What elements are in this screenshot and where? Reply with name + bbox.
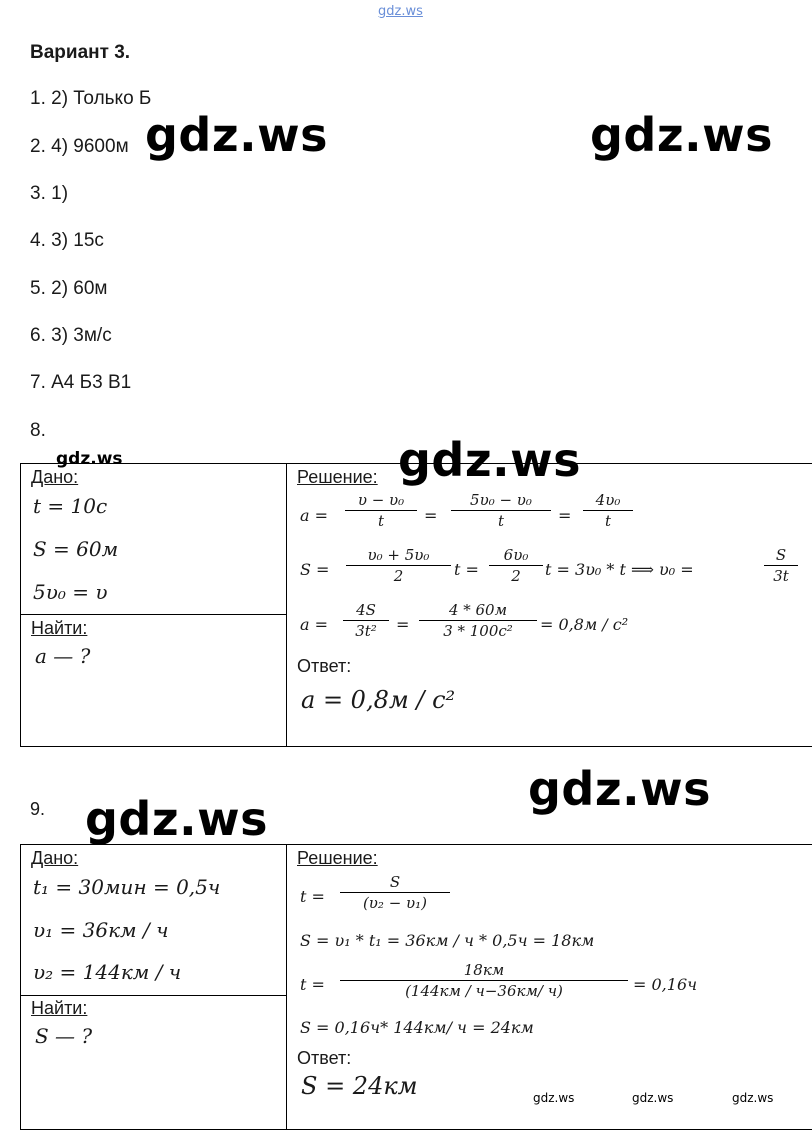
p8-find-header: Найти: bbox=[31, 618, 88, 638]
p8-l1-lhs: a = bbox=[300, 506, 329, 525]
answer-7: 7. А4 Б3 В1 bbox=[30, 372, 132, 393]
p8-l1-eq2: = bbox=[558, 506, 572, 525]
p8-l2-frac1: υ₀ + 5υ₀ 2 bbox=[346, 546, 451, 585]
p9-l3-tail: = 0,16ч bbox=[633, 975, 698, 994]
p9-number: 9. bbox=[30, 799, 46, 819]
watermark-3: gdz.ws bbox=[398, 433, 581, 487]
watermark-4: gdz.ws bbox=[528, 762, 711, 816]
p8-l2-frac3: S 3t bbox=[764, 546, 798, 585]
p8-given-header: Дано: bbox=[31, 467, 79, 487]
p8-l2-frac2: 6υ₀ 2 bbox=[489, 546, 543, 585]
p8-given-3: 5υ₀ = υ bbox=[33, 580, 108, 604]
p8-l1-frac2: 5υ₀ − υ₀ t bbox=[451, 491, 551, 530]
p8-l2-lhs: S = bbox=[300, 560, 330, 579]
p8-find: a — ? bbox=[35, 644, 91, 668]
watermark-5: gdz.ws bbox=[85, 792, 268, 846]
watermark-top[interactable]: gdz.ws bbox=[378, 4, 423, 19]
watermark-small: gdz.ws bbox=[56, 449, 123, 469]
watermark-tiny-1: gdz.ws bbox=[533, 1091, 575, 1105]
p8-l1-frac3: 4υ₀ t bbox=[583, 491, 633, 530]
answer-4: 4. 3) 15с bbox=[30, 230, 104, 251]
answer-3: 3. 1) bbox=[30, 183, 69, 204]
p8-answer-header: Ответ: bbox=[297, 656, 352, 676]
answer-1: 1. 2) Только Б bbox=[30, 88, 152, 109]
p8-l3-lhs: a = bbox=[300, 615, 329, 634]
p8-l2-mid: t = bbox=[454, 560, 479, 579]
p9-answer-header: Ответ: bbox=[297, 1048, 352, 1068]
p9-l3-lhs: t = bbox=[300, 975, 325, 994]
p9-l3-frac: 18км (144км / ч−36км/ ч) bbox=[340, 961, 628, 1000]
p9-answer: S = 24км bbox=[301, 1072, 418, 1100]
p9-given-3: υ₂ = 144км / ч bbox=[33, 960, 182, 984]
p8-answer: a = 0,8м / с² bbox=[301, 686, 456, 714]
watermark-tiny-2: gdz.ws bbox=[632, 1091, 674, 1105]
p8-l1-frac1: υ − υ₀ t bbox=[345, 491, 417, 530]
p9-given-header: Дано: bbox=[31, 848, 79, 868]
p9-l1-frac: S (υ₂ − υ₁) bbox=[340, 873, 450, 912]
p8-l3-frac1: 4S 3t² bbox=[343, 601, 389, 640]
p8-given-1: t = 10с bbox=[33, 494, 108, 518]
answer-8-label: 8. bbox=[30, 420, 46, 441]
p8-l3-tail: = 0,8м / с² bbox=[540, 615, 629, 634]
p8-l1-eq1: = bbox=[424, 506, 438, 525]
p9-line2: S = υ₁ * t₁ = 36км / ч * 0,5ч = 18км bbox=[300, 931, 595, 950]
p8-solution-header: Решение: bbox=[297, 467, 378, 487]
p9-l1-lhs: t = bbox=[300, 887, 325, 906]
p9-find-header: Найти: bbox=[31, 998, 88, 1018]
p9-given-2: υ₁ = 36км / ч bbox=[33, 918, 169, 942]
p9-solution-header: Решение: bbox=[297, 848, 378, 868]
p8-l3-frac2: 4 * 60м 3 * 100с² bbox=[419, 601, 537, 640]
answer-6: 6. 3) 3м/с bbox=[30, 325, 112, 346]
answer-2: 2. 4) 9600м bbox=[30, 136, 129, 157]
variant-title: Вариант 3. bbox=[30, 42, 131, 63]
answer-5: 5. 2) 60м bbox=[30, 278, 108, 299]
watermark-1: gdz.ws bbox=[145, 108, 328, 162]
p9-find: S — ? bbox=[35, 1024, 93, 1048]
p8-l2-tail: t = 3υ₀ * t ⟹ υ₀ = bbox=[545, 560, 694, 579]
p8-given-2: S = 60м bbox=[33, 537, 119, 561]
p8-l3-eq: = bbox=[396, 615, 410, 634]
p9-line4: S = 0,16ч* 144км/ ч = 24км bbox=[300, 1018, 534, 1037]
watermark-2: gdz.ws bbox=[590, 108, 773, 162]
watermark-tiny-3: gdz.ws bbox=[732, 1091, 774, 1105]
p9-given-1: t₁ = 30мин = 0,5ч bbox=[33, 875, 221, 899]
